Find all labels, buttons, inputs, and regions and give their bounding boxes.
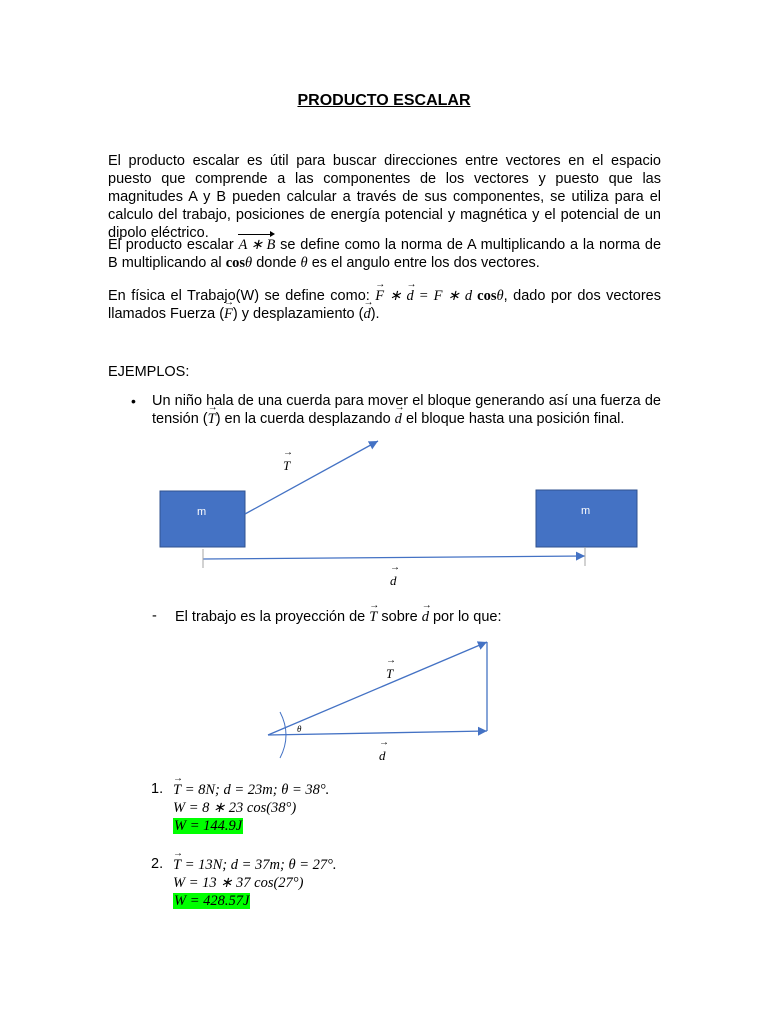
example-1-line1: T → = 8N; d = 23m; θ = 38°. <box>173 781 329 799</box>
tension-arrow <box>245 441 378 514</box>
intro-paragraph: El producto escalar es útil para buscar direcciones entre vectores en el espacio puesto que comprende a las componentes de los vectores y puesto que las magnitudes A y B pueden calcular a través de sus componentes, se utiliza para el calculo del trabajo, posiciones de energía potencial y magnética y el potencial de un dipolo eléctrico. <box>108 153 661 241</box>
vector-a-times-b: A ∗ B <box>238 237 276 253</box>
example-1-number: 1. <box>151 781 164 797</box>
bullet-icon: • <box>131 393 136 409</box>
page-title: PRODUCTO ESCALAR <box>297 92 471 109</box>
block-right-label: m <box>581 505 591 517</box>
work-definition-paragraph: En física el Trabajo(W) se define como: F → ∗ d → = F ∗ d cosθ, dado por dos vectores llamados Fuerza (F →) y desplazamiento (d →). <box>108 287 661 323</box>
example-1-result: W = 144.9J <box>174 818 243 834</box>
example-2-line2: W = 13 ∗ 37 cos(27°) <box>173 875 304 891</box>
triangle-T-arrow <box>268 642 487 735</box>
definition-paragraph: El producto escalar A ∗ B se define como la norma de A multiplicando a la norma de B multiplicando al cosθ donde θ es el angulo entre los dos vectores. <box>108 237 662 271</box>
dash-item-text: El trabajo es la proyección de T → sobre d → por lo que: <box>175 608 661 626</box>
angle-theta-label: θ <box>297 724 302 734</box>
block-left-label: m <box>197 506 207 518</box>
block-left <box>160 491 245 547</box>
block-right <box>536 490 637 547</box>
bullet-text: Un niño hala de una cuerda para mover el bloque generando así una fuerza de tensión (T →) en la cuerda desplazando d → el bloque hasta una posición final. <box>152 392 661 428</box>
diagram1-T-label: T → <box>283 458 290 474</box>
example-2-result: W = 428.57J <box>174 893 250 909</box>
diagram1-d-label: d → <box>390 573 397 589</box>
example-2-line1: T → = 13N; d = 37m; θ = 27°. <box>173 856 337 874</box>
diagram2-T-label: T → <box>386 666 393 682</box>
example-2-number: 2. <box>151 856 164 872</box>
examples-heading: EJEMPLOS: <box>108 364 190 380</box>
dash-marker: - <box>152 608 157 624</box>
example-1-line2: W = 8 ∗ 23 cos(38°) <box>173 800 297 816</box>
displacement-arrow <box>203 556 585 559</box>
diagram2-d-label: d → <box>379 748 386 764</box>
